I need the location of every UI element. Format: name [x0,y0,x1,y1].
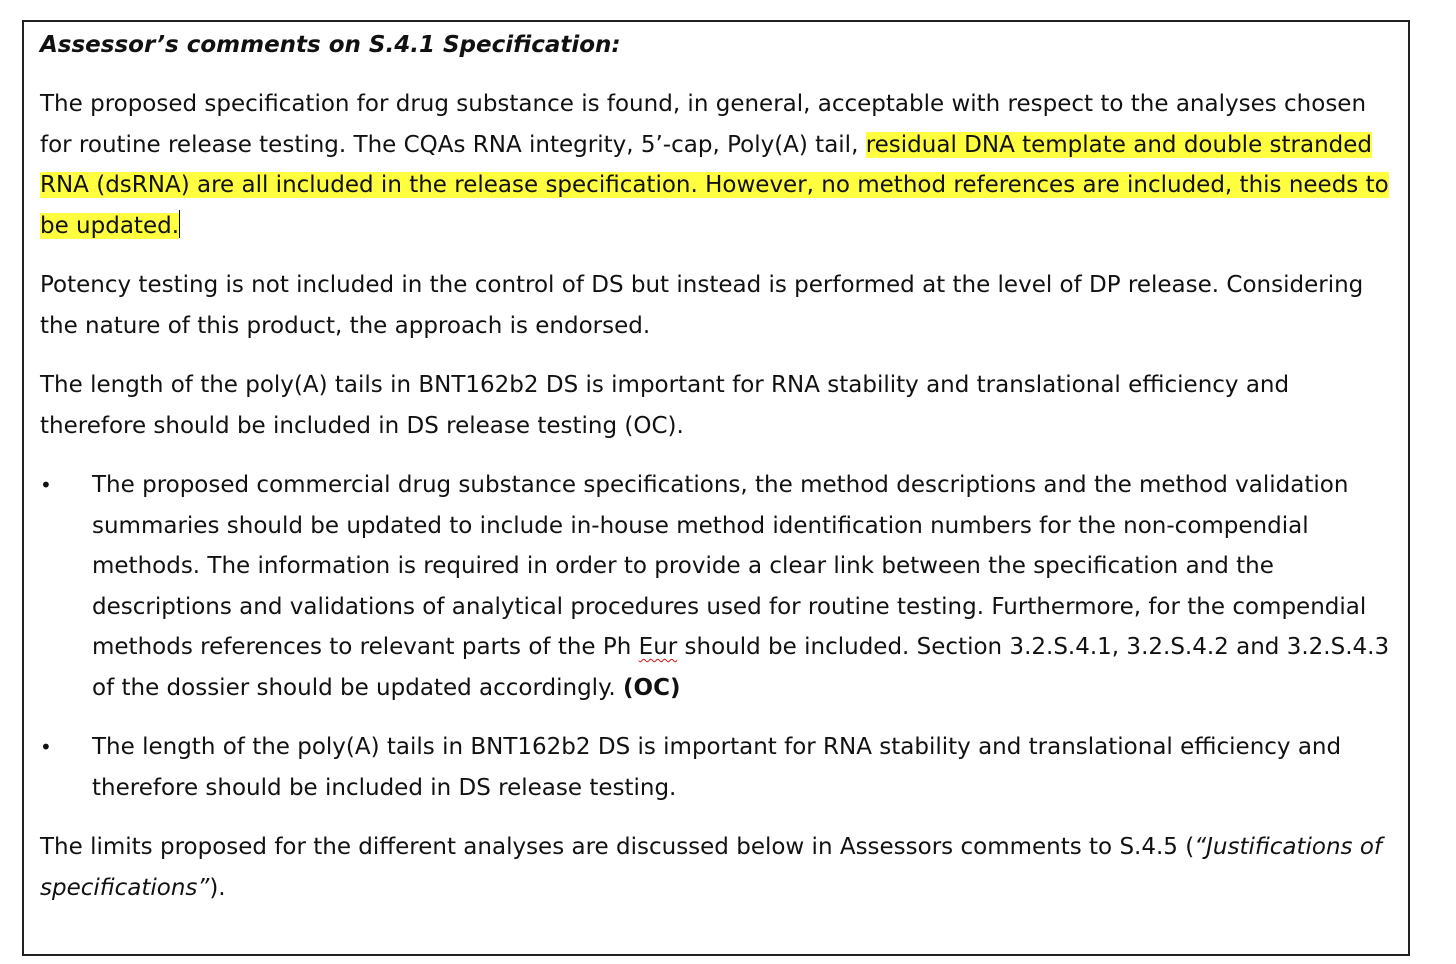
paragraph-limits [40,827,1392,908]
bullet-text: The length of the poly(A) tails in BNT162b2 DS is important for RNA stability and translational efficiency and therefore should be included in DS release testing. [92,734,1342,801]
text-cursor [179,210,180,238]
paragraph-specification [40,84,1392,246]
paragraph-polya-length: The length of the poly(A) tails in BNT162b2 DS is important for RNA stability and translational efficiency and therefore should be included in DS release testing (OC). [40,372,1290,439]
paragraph-specification-text: The proposed specification for drug substance is found, in general, acceptable with respect to the analyses chosen for routine release testing. The CQAs RNA integrity, 5’-cap, Poly(A) tail, [40,91,1367,158]
bullet-item-method-references [40,465,1392,708]
highlighted-text[interactable]: residual DNA template and double stranded RNA (dsRNA) are all included in the release specification. However, no method references are included, this needs to be updated. [40,131,1389,239]
section-heading: Assessor’s comments on S.4.1 Specification: [40,32,621,58]
bullet-item-polya-testing [40,727,1392,808]
bullet-list [40,465,1392,808]
bullet-marker: • [40,473,52,497]
paragraph-limits-end: ). [209,874,226,901]
oc-tag: (OC) [623,674,681,701]
spellcheck-flagged-word[interactable]: Eur [638,634,678,660]
document-page [22,20,1410,956]
paragraph-potency: Potency testing is not included in the control of DS but instead is performed at the level of DP release. Considering the nature of this product, the approach is endorsed. [40,272,1364,339]
bullet-marker: • [40,735,52,759]
paragraph-limits-text: The limits proposed for the different analyses are discussed below in Assessors comments to S.4.5 ( [40,834,1195,860]
bullet-text-continued: should be included. Section 3.2.S.4.1, 3.2.S.4.2 and 3.2.S.4.3 of the dossier should be updated accordingly. [92,634,1390,701]
justifications-reference: “Justifications of specifications” [40,834,1383,901]
bullet-text: The proposed commercial drug substance specifications, the method descriptions and the method validation summaries should be updated to include in-house method identification numbers for the non-compendial methods. The information is required in order to provide a clear link between the specification and the descriptions and validations of analytical procedures used for routine testing. Furthermore, for the compendial methods references to relevant parts of the Ph [92,472,1367,660]
